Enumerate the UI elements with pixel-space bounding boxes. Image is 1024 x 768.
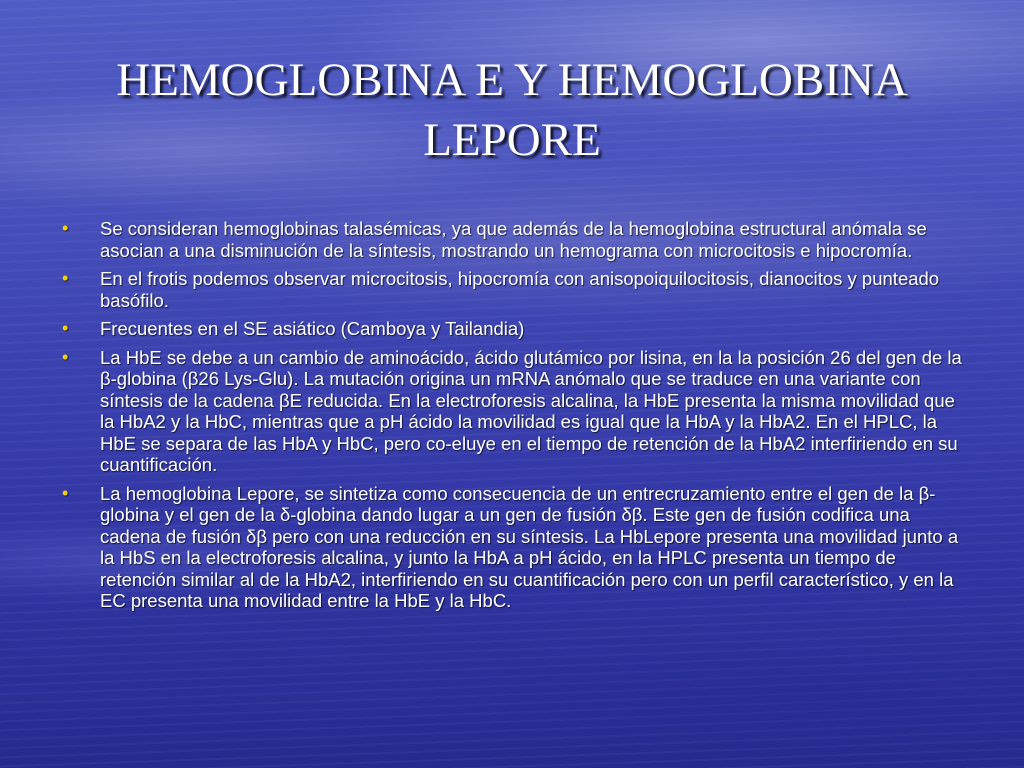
bullet-dot-icon: • xyxy=(62,268,69,288)
bullet-list xyxy=(62,218,962,619)
bullet-dot-icon: • xyxy=(62,346,69,367)
bullet-item xyxy=(62,218,962,261)
bullet-item xyxy=(62,318,962,340)
bullet-item xyxy=(62,483,962,612)
bullet-item xyxy=(62,347,962,476)
bullet-dot-icon: • xyxy=(62,318,69,338)
bullet-dot-icon: • xyxy=(62,482,69,503)
slide-title: HEMOGLOBINA E Y HEMOGLOBINA LEPORE xyxy=(116,54,908,166)
bullet-text: La HbE se debe a un cambio de aminoácido, ácido glutámico por lisina, en la la posición 26 del gen de la β-globina (β26 Lys-Glu). La mutación origina un mRNA anómalo que se traduce en una variante con síntesis de la cadena βE reducida. En la electroforesis alcalina, la HbE presenta la misma movilidad que la HbA2 y la HbC, mientras que a pH ácido la movilidad es igual que la HbA y la HbA2. En el HPLC, la HbE se separa de las HbA y HbC, pero co-eluye en el tiempo de retención de la HbA2 interfiriendo en su cuantificación. xyxy=(100,346,962,475)
bullet-text: La hemoglobina Lepore, se sintetiza como consecuencia de un entrecruzamiento entre el gen de la β-globina y el gen de la δ-globina dando lugar a un gen de fusión δβ. Este gen de fusión codifica una cadena de fusión δβ pero con una reducción en su síntesis. La HbLepore presenta una movilidad junto a la HbS en la electroforesis alcalina, y junto la HbA a pH ácido, en la HPLC presenta un tiempo de retención similar al de la HbA2, interfiriendo en su cuantificación pero con un perfil característico, y en la EC presenta una movilidad entre la HbE y la HbC. xyxy=(100,482,959,611)
bullet-item xyxy=(62,268,962,311)
bullet-text: En el frotis podemos observar microcitosis, hipocromía con anisopoiquilocitosis, dianocitos y punteado basófilo. xyxy=(100,268,940,311)
bullet-dot-icon: • xyxy=(62,218,69,238)
bullet-text: Frecuentes en el SE asiático (Camboya y Tailandia) xyxy=(100,318,525,339)
bullet-text: Se consideran hemoglobinas talasémicas, ya que además de la hemoglobina estructural anómala se asocian a una disminución de la síntesis, mostrando un hemograma con microcitosis e hipocromía. xyxy=(100,218,927,261)
